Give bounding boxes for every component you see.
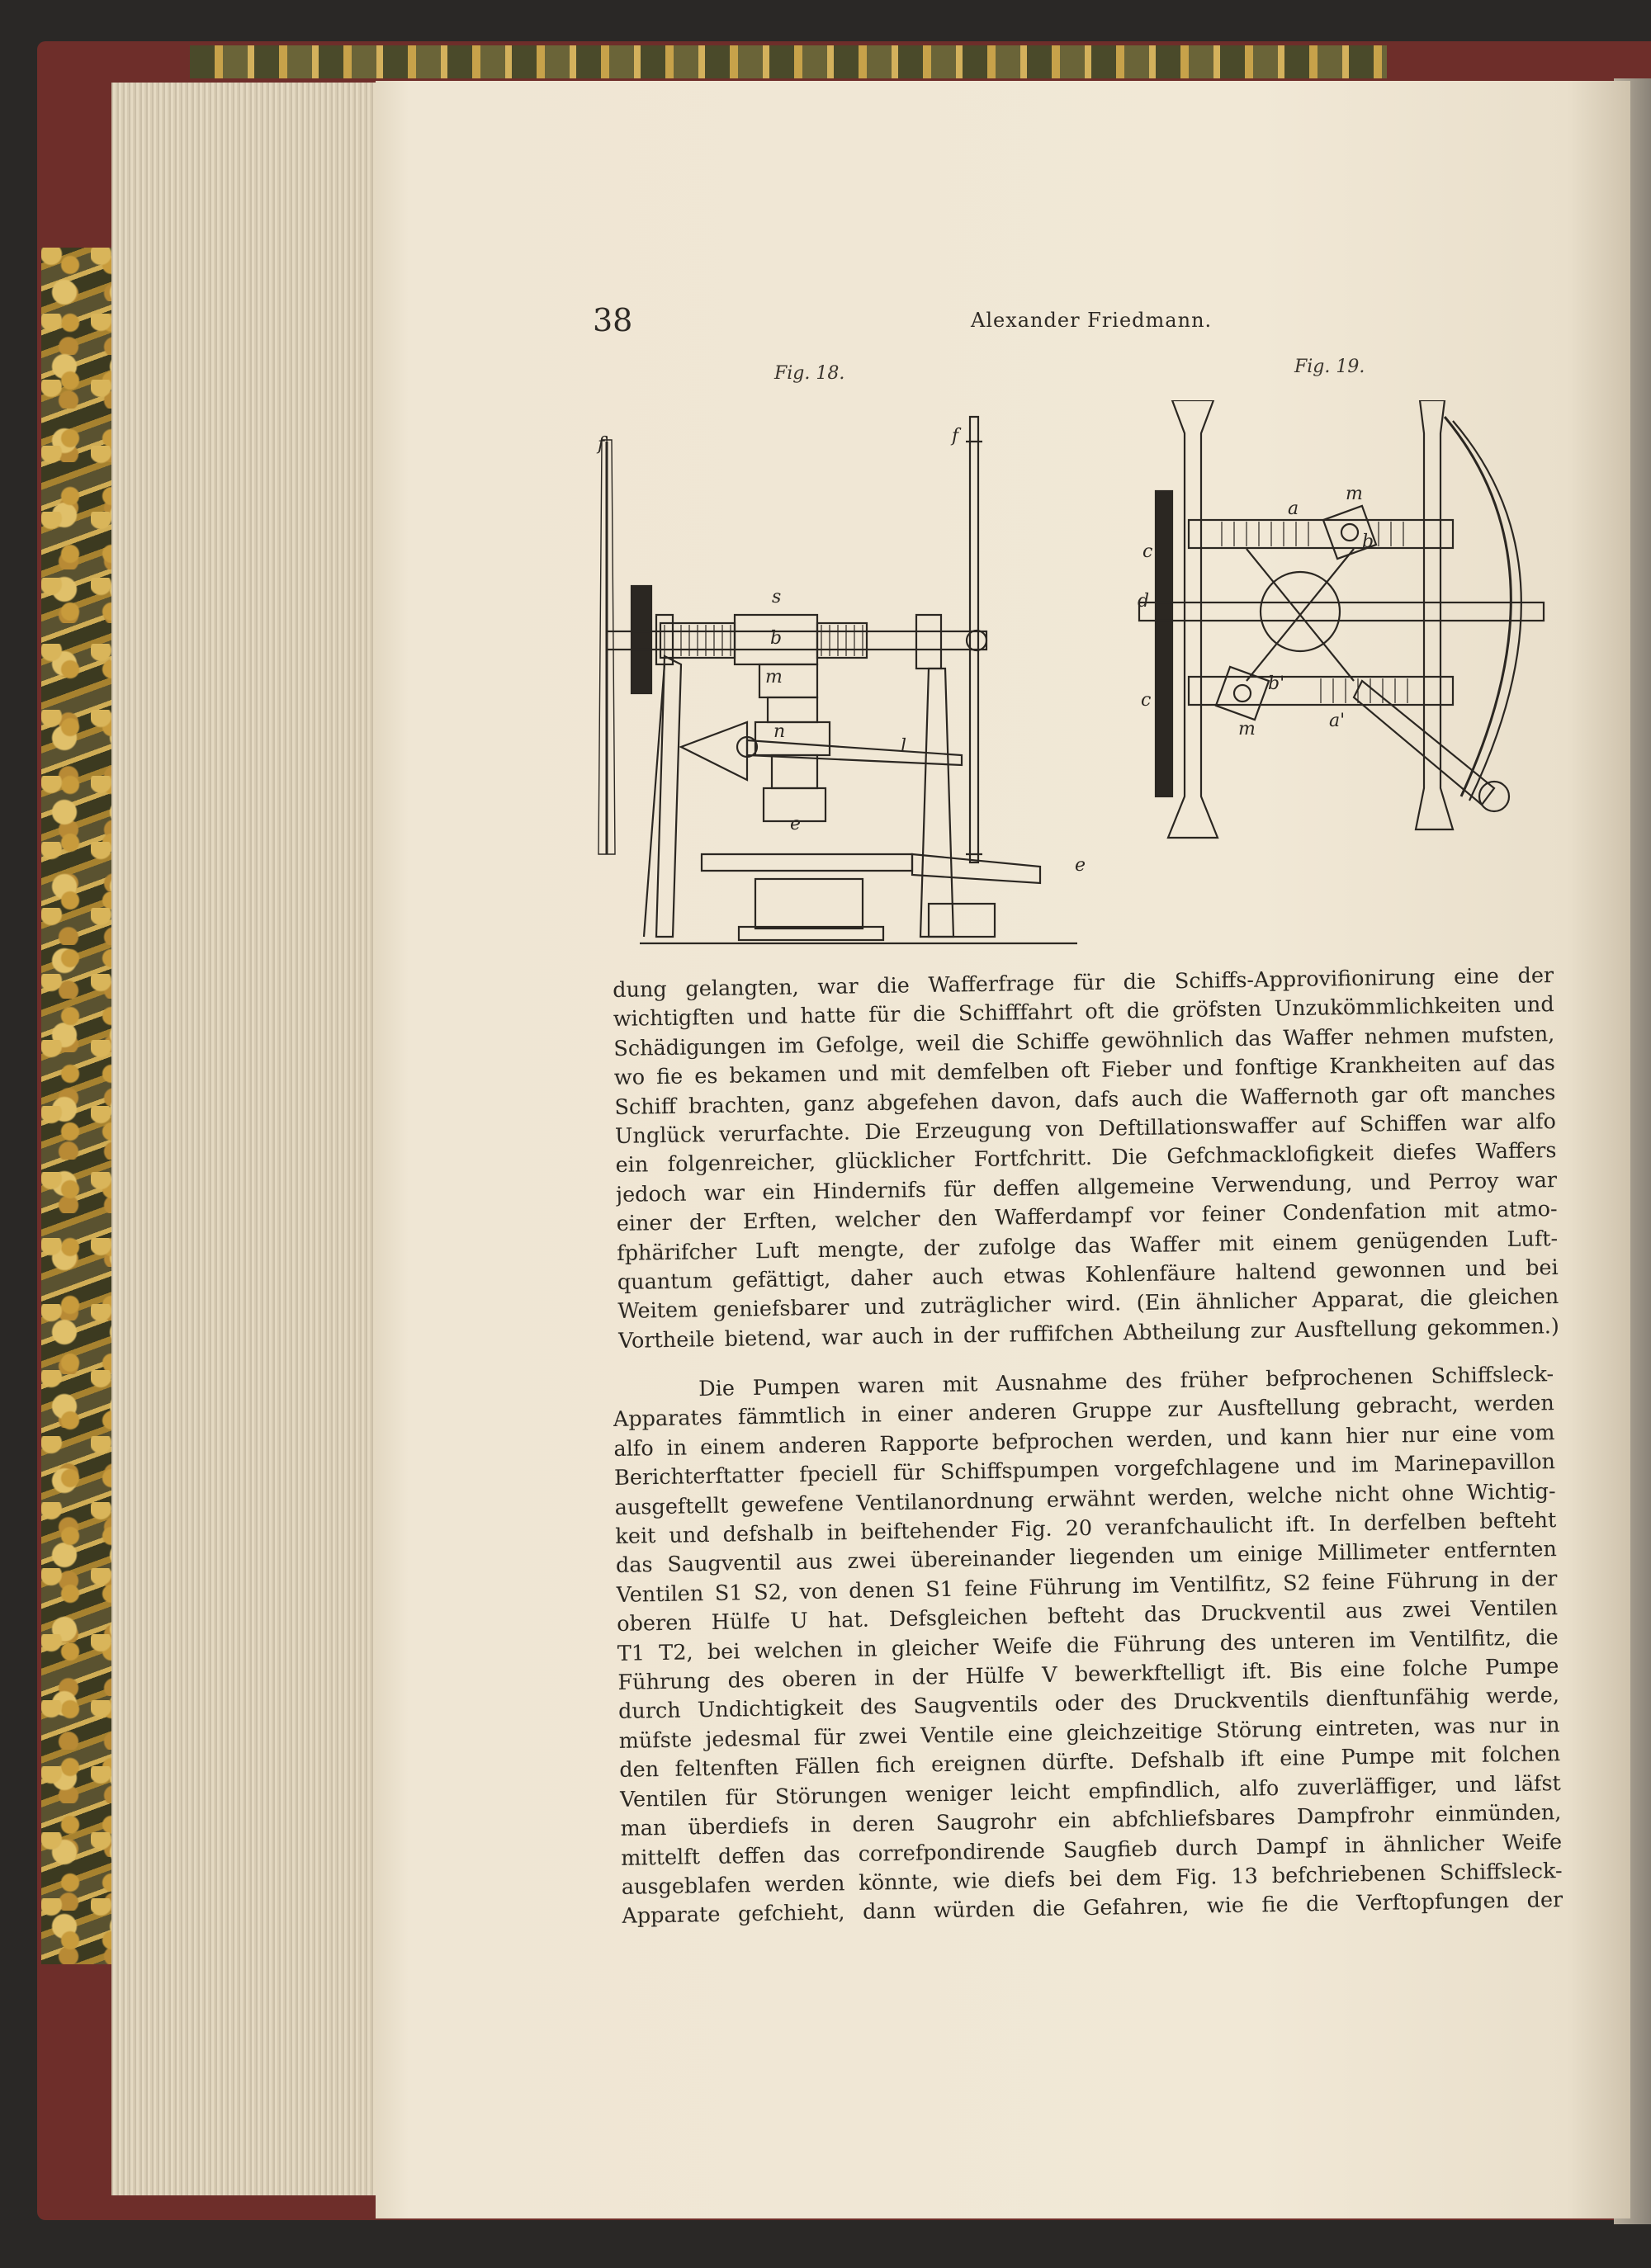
- text-line: keit und defshalb in beiftehender Fig. 20 veranfchaulicht ift. In derfelben befteht: [615, 1508, 1557, 1549]
- fig19-label-c-bottom: c: [1141, 690, 1152, 711]
- text-line: Apparates fämmtlich in einer anderen Gruppe zur Ausftellung gebracht, werden: [613, 1391, 1555, 1433]
- running-head: Alexander Friedmann.: [971, 309, 1213, 332]
- text-line: ein folgenreicher, glücklicher Fortfchritt. Die Gefchmacklofigkeit diefes Waffers: [615, 1138, 1557, 1179]
- text-line: Schiff brachten, ganz abgefehen davon, dafs auch die Waffernoth gar oft manches: [614, 1080, 1556, 1120]
- text-line: einer der Erften, welcher den Wafferdampf vor feiner Condenfation mit atmo-: [616, 1197, 1558, 1237]
- fig18-label-l: l: [901, 736, 907, 757]
- text-line: oberen Hülfe U hat. Defsgleichen befteht das Druckventil aus zwei Ventilen: [616, 1595, 1559, 1637]
- page-block-edges: [111, 83, 384, 2195]
- fig19-label-b-bottom: b': [1268, 673, 1285, 694]
- fig18-label-f-prime: f': [598, 434, 610, 455]
- text-line: T1 T2, bei welchen in gleicher Weife die Führung des unteren im Ventilfitz, die: [617, 1624, 1559, 1666]
- text-line: quantum gefättigt, daher auch etwas Kohlenfäure haltend gewonnen und bei: [617, 1255, 1559, 1296]
- text-line: Ventilen S1 S2, von denen S1 feine Führung im Ventilfitz, S2 feine Führung in der: [616, 1566, 1558, 1608]
- fig18-label-n: n: [773, 721, 786, 742]
- fig18-label-m: m: [765, 667, 783, 687]
- fig19-label-a-top: a: [1288, 498, 1299, 519]
- text-line: Schädigungen im Gefolge, weil die Schiffe gewöhnlich das Waffer nehmen mufsten,: [613, 1021, 1555, 1061]
- page-number: 38: [593, 302, 633, 338]
- body-paragraph-1: [613, 962, 1559, 1356]
- text-line: jedoch war ein Hindernifs für deffen allgemeine Verwendung, und Perroy war: [615, 1167, 1558, 1207]
- text-line: den feltenften Fällen fich ereignen dürfte. Defshalb ift eine Pumpe mit folchen: [619, 1741, 1561, 1784]
- body-paragraph-2: [613, 1360, 1563, 1932]
- text-line: dung gelangten, war die Wafferfrage für die Schiffs-Approvifionirung eine der: [613, 963, 1554, 1003]
- marbled-cover-edge: [41, 248, 111, 1964]
- fig19-label-b-top: b: [1362, 532, 1374, 552]
- text-line: Vortheile bietend, war auch in der ruffifchen Abtheilung zur Ausftellung gekommen.): [617, 1313, 1560, 1354]
- text-line: Unglück verurfachte. Die Erzeugung von Deftillationswaffer auf Schiffen war alfo: [614, 1109, 1557, 1150]
- text-line: ausgeblafen werden könnte, wie diefs bei dem Fig. 13 befchriebenen Schiffsleck-: [621, 1858, 1563, 1900]
- text-line: das Saugventil aus zwei übereinander liegenden um einige Millimeter entfernten: [615, 1537, 1558, 1579]
- figure-18-drawing: [582, 392, 1119, 953]
- text-line: Führung des oberen in der Hülfe V bewerkftelligt ift. Bis eine folche Pumpe: [617, 1654, 1559, 1696]
- fig19-label-m-top: m: [1346, 484, 1363, 504]
- figure-18-caption: Fig. 18.: [774, 363, 845, 384]
- text-line: müfste jedesmal für zwei Ventile eine gleichzeitige Störung eintreten, was nur in: [618, 1712, 1560, 1754]
- text-line: Die Pumpen waren mit Ausnahme des früher befprochenen Schiffsleck-: [698, 1362, 1554, 1402]
- text-line: fphärifcher Luft mengte, der zufolge das Waffer mit einem genügenden Luft-: [617, 1226, 1559, 1266]
- text-line: Apparate gefchieht, dann würden die Gefahren, wie fie die Verftopfungen der: [622, 1888, 1563, 1930]
- text-line: Berichterftatter fpeciell für Schiffspumpen vorgefchlagene und im Marinepavillon: [613, 1449, 1556, 1491]
- text-line: Ventilen für Störungen weniger leicht empfindlich, alfo zuverläffiger, und läfst: [619, 1770, 1562, 1812]
- fig18-label-e-right: e: [1075, 855, 1086, 876]
- fig18-label-f: f: [952, 426, 959, 447]
- text-line: alfo in einem anderen Rapporte befprochen werden, und kann hier nur eine vom: [613, 1420, 1555, 1462]
- figure-19-drawing: [1106, 400, 1552, 846]
- text-line: durch Undichtigkeit des Saugventils oder des Druckventils dienftunfähig werde,: [617, 1683, 1560, 1725]
- fig18-label-s: s: [772, 587, 782, 607]
- marbled-top-edge: [190, 45, 1387, 78]
- text-line: mittelft deffen das correfpondirende Saugfieb durch Dampf in ähnlicher Weife: [620, 1829, 1563, 1871]
- fig18-label-e-center: e: [790, 814, 802, 834]
- text-line: ausgeftellt gewefene Ventilanordnung erwähnt werden, welche nicht ohne Wichtig-: [614, 1478, 1556, 1520]
- text-line: wo fie es bekamen und mit demfelben oft Fieber und fonftige Krankheiten auf das: [613, 1051, 1556, 1091]
- text-line: man überdiefs in deren Saugrohr ein abfchliefsbares Dampfrohr einmünden,: [620, 1800, 1562, 1842]
- text-line: wichtigften und hatte für die Schifffahrt oft die gröfsten Unzukömmlichkeiten und: [613, 992, 1554, 1032]
- fig19-label-a-bottom: a': [1329, 711, 1346, 731]
- fig19-label-d: d: [1138, 591, 1150, 612]
- fig18-label-b: b: [770, 628, 783, 649]
- figure-19-caption: Fig. 19.: [1294, 357, 1365, 377]
- text-line: Weitem geniefsbarer und zuträglicher wird. (Ein ähnlicher Apparat, die gleichen: [617, 1284, 1559, 1325]
- fig19-label-m-bottom: m: [1238, 719, 1256, 739]
- fig19-label-c-top: c: [1142, 541, 1153, 562]
